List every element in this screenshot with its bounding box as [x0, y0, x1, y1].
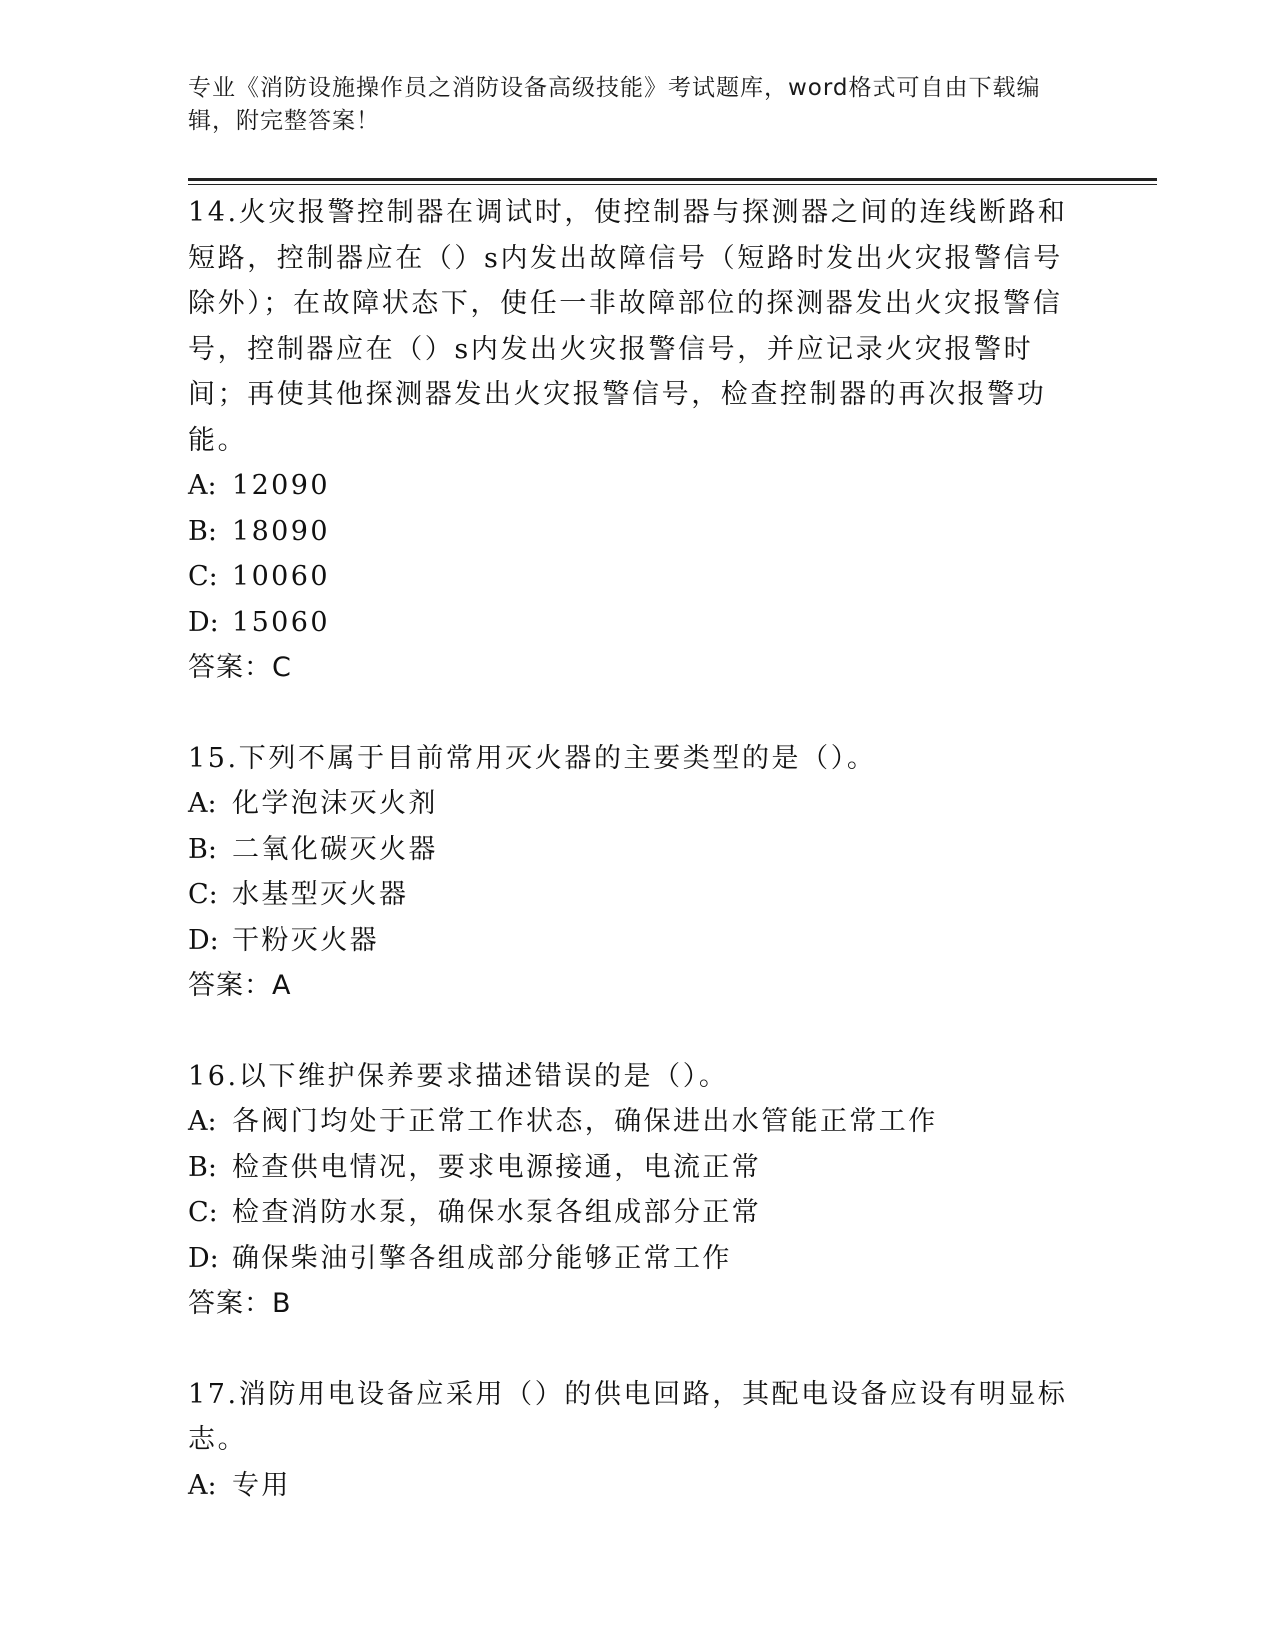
question-14 — [188, 190, 1088, 691]
option-b — [188, 827, 1088, 873]
spacer — [188, 1327, 1088, 1372]
question-stem: 16.以下维护保养要求描述错误的是（）。 — [188, 1060, 729, 1092]
header-rule-thick — [188, 178, 1157, 181]
question-15 — [188, 736, 1088, 1009]
option-text: 确保柴油引擎各组成部分能够正常工作 — [232, 1242, 732, 1274]
option-text: 检查供电情况，要求电源接通，电流正常 — [232, 1151, 762, 1183]
question-stem: 14.火灾报警控制器在调试时，使控制器与探测器之间的连线断路和短路，控制器应在（）s内发出故障信号（短路时发出火灾报警信号除外）；在故障状态下，使任一非故障部位的探测器发出火灾报警信号，控制器应在（）s内发出火灾报警信号，并应记录火灾报警时间；再使其他探测器发出火灾报警信号，检查控制器的再次报警功能。 — [188, 197, 1068, 456]
option-c — [188, 554, 1088, 600]
answer-line: 答案：A — [188, 970, 292, 1001]
spacer — [188, 691, 1088, 736]
option-text: 干粉灭火器 — [232, 924, 379, 956]
document-header: 专业《消防设施操作员之消防设备高级技能》考试题库，word格式可自由下载编辑，附完整答案！ — [188, 75, 1041, 134]
question-stem: 17.消防用电设备应采用（）的供电回路，其配电设备应设有明显标志。 — [188, 1378, 1068, 1455]
option-d — [188, 600, 1088, 646]
option-text: 化学泡沫灭火剂 — [232, 788, 438, 819]
option-text: 10060 — [232, 561, 330, 592]
option-a — [188, 463, 1088, 509]
option-letter: C: — [188, 1197, 218, 1228]
option-text: 12090 — [232, 470, 330, 501]
option-text: 检查消防水泵，确保水泵各组成部分正常 — [232, 1197, 762, 1228]
option-letter: B: — [188, 1151, 217, 1183]
option-letter: D: — [188, 606, 219, 638]
option-a — [188, 1463, 1088, 1509]
answer-line: 答案：B — [188, 1288, 292, 1319]
option-letter: C: — [188, 879, 218, 910]
option-letter: B: — [188, 515, 217, 547]
option-b — [188, 509, 1088, 555]
option-text: 18090 — [232, 515, 330, 547]
option-c — [188, 872, 1088, 918]
option-b — [188, 1145, 1088, 1191]
option-letter: A: — [188, 788, 217, 819]
option-letter: D: — [188, 1242, 219, 1274]
option-text: 二氧化碳灭火器 — [232, 833, 438, 865]
option-d — [188, 1236, 1088, 1282]
option-letter: A: — [188, 470, 217, 501]
option-text: 15060 — [232, 606, 330, 638]
option-letter: A: — [188, 1106, 217, 1137]
option-a — [188, 781, 1088, 827]
header-rule-thin — [188, 184, 1157, 185]
option-d — [188, 918, 1088, 964]
spacer — [188, 1009, 1088, 1054]
option-text: 水基型灭火器 — [232, 879, 409, 910]
option-letter: D: — [188, 924, 219, 956]
question-16 — [188, 1054, 1088, 1327]
option-c — [188, 1190, 1088, 1236]
question-stem: 15.下列不属于目前常用灭火器的主要类型的是（）。 — [188, 742, 877, 774]
option-letter: A: — [188, 1469, 217, 1501]
option-text: 各阀门均处于正常工作状态，确保进出水管能正常工作 — [232, 1106, 938, 1137]
answer-line: 答案：C — [188, 652, 292, 683]
option-letter: C: — [188, 561, 218, 592]
question-17 — [188, 1372, 1088, 1509]
option-a — [188, 1099, 1088, 1145]
option-text: 专用 — [232, 1469, 291, 1501]
question-list — [188, 190, 1088, 1508]
option-letter: B: — [188, 833, 217, 865]
